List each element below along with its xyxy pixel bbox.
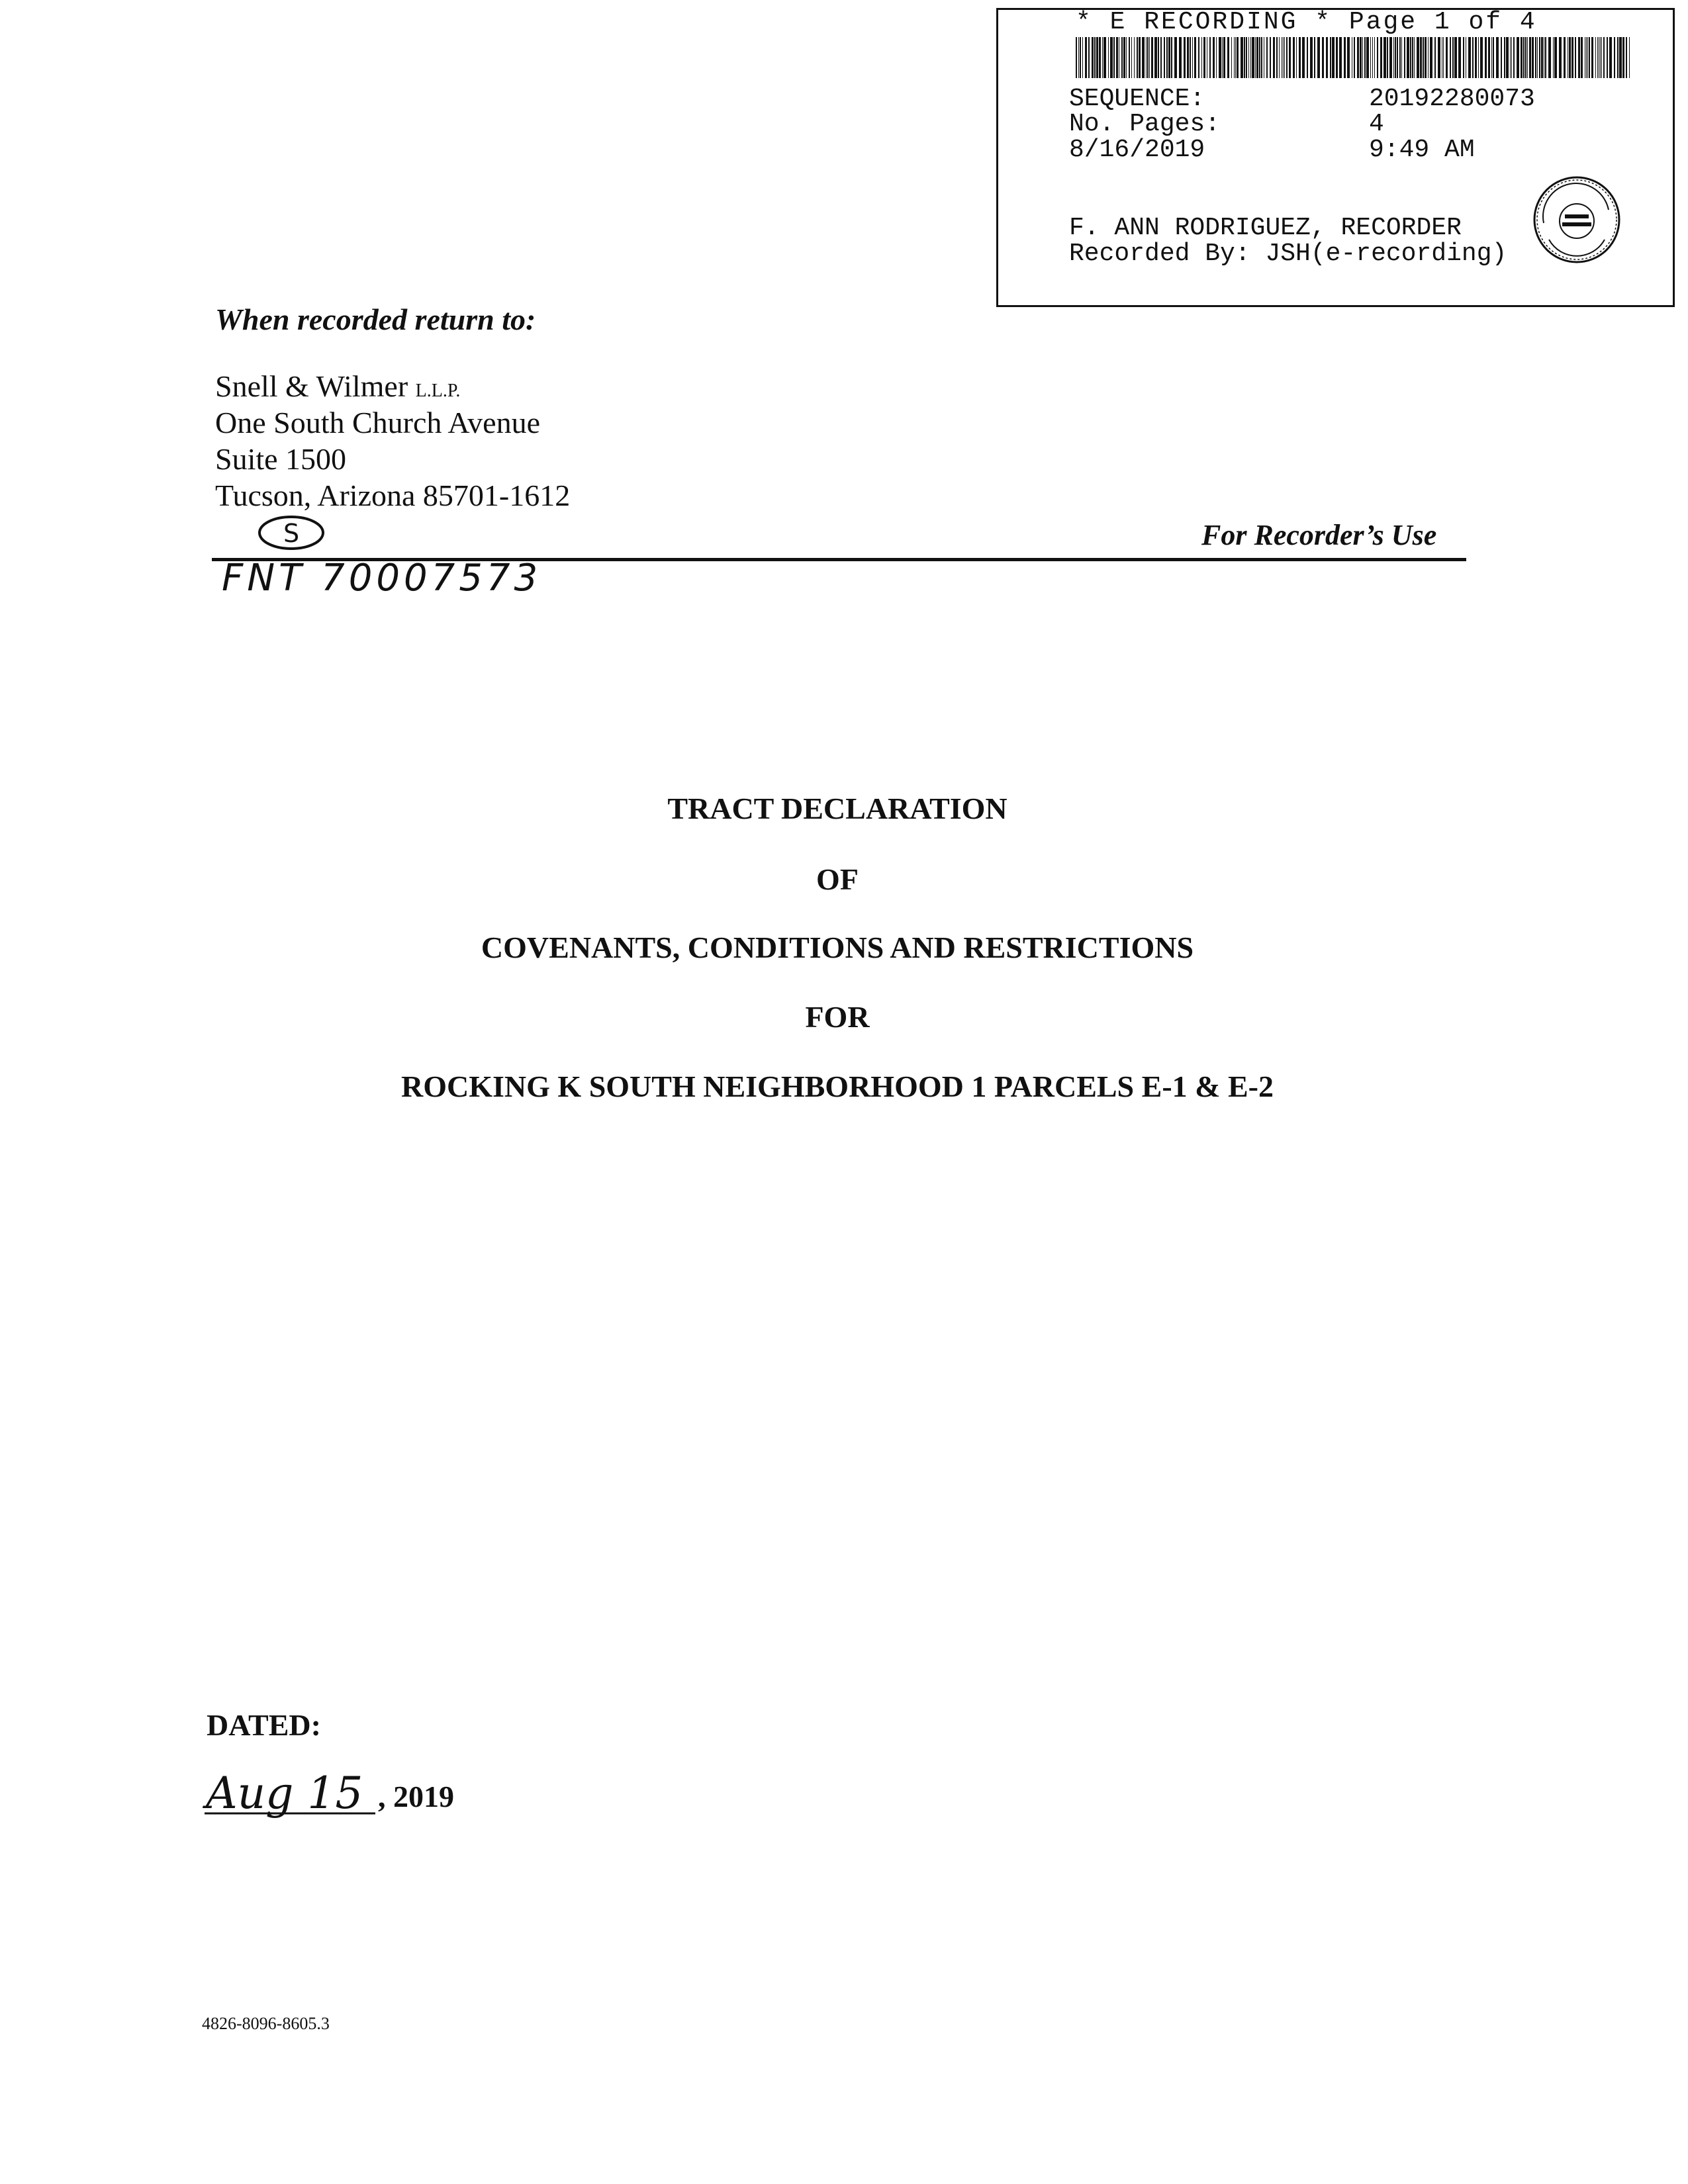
recording-header: * E RECORDING * Page 1 of 4 [1076,8,1537,36]
dated-label: DATED: [207,1708,321,1742]
handwritten-circled-letter [255,513,328,553]
sequence-value: 20192280073 [1369,85,1535,113]
title-line-4: FOR [805,1000,870,1034]
title-line-5: ROCKING K SOUTH NEIGHBORHOOD 1 PARCELS E-1 & E-2 [401,1069,1274,1103]
svg-text:S: S [283,519,300,548]
handwritten-file-number [222,556,579,602]
barcode-icon [1076,37,1632,78]
firm-name: Snell & Wilmer [215,369,408,403]
svg-text:Aug 15: Aug 15 [206,1768,363,1819]
svg-text:FNT 70007573: FNT 70007573 [222,557,542,600]
title-line-1: TRACT DECLARATION [667,792,1008,825]
return-city: Tucson, Arizona 85701-1612 [215,478,571,512]
recording-time: 9:49 AM [1369,136,1475,164]
dated-year: , 2019 [378,1780,454,1813]
sequence-label: SEQUENCE: [1069,85,1205,113]
document-id: 4826-8096-8605.3 [202,2014,330,2033]
title-line-2: OF [816,862,859,896]
return-firm [215,369,460,409]
pages-label: No. Pages: [1069,110,1221,138]
recorders-use-label: For Recorder’s Use [1201,519,1437,551]
recorder-name: F. ANN RODRIGUEZ, RECORDER [1069,214,1462,242]
county-recorder-seal-icon [1530,173,1623,266]
return-suite: Suite 1500 [215,442,347,476]
return-street: One South Church Avenue [215,406,541,439]
pages-value: 4 [1369,110,1384,138]
return-to-heading: When recorded return to: [215,302,536,336]
title-line-3: COVENANTS, CONDITIONS AND RESTRICTIONS [481,931,1194,964]
recorded-by: Recorded By: JSH(e-recording) [1069,240,1507,268]
handwritten-date [202,1760,381,1860]
firm-suffix: L.L.P. [415,381,461,401]
recording-date: 8/16/2019 [1069,136,1205,164]
